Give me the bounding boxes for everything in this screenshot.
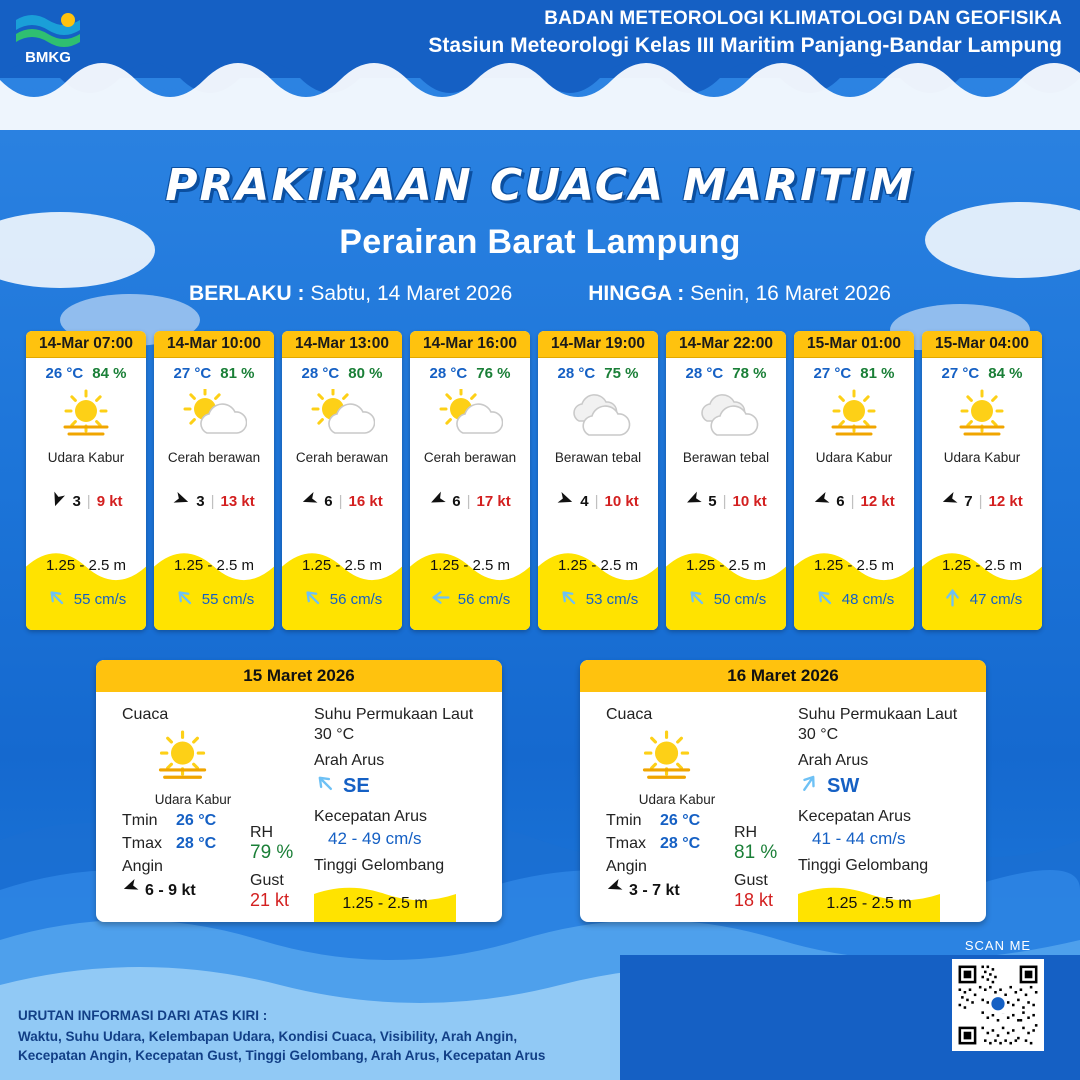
hourly-humidity: 84 % — [92, 365, 127, 382]
sun-haze-icon — [634, 730, 791, 790]
station-name: Stasiun Meteorologi Kelas III Maritim Panjang-Bandar Lampung — [428, 34, 1062, 57]
wave-height: 1.25 - 2.5 m — [813, 557, 895, 574]
wave-height: 1.25 - 2.5 m — [941, 557, 1023, 574]
current-speed: 53 cm/s — [585, 591, 639, 608]
current-direction-arrow-icon — [686, 587, 707, 612]
tmax-value: 28 °C — [176, 834, 217, 852]
current-speed: 56 cm/s — [457, 591, 511, 608]
hourly-temperature: 27 °C — [941, 365, 980, 382]
qr-code[interactable] — [952, 959, 1044, 1051]
hourly-card: 14-Mar 22:00 28 °C 78 % Berawan tebal 5 | 10 kt 1.25 - 2.5 m 50 cm/s — [666, 331, 786, 630]
hourly-condition: Udara Kabur — [943, 450, 1021, 465]
current-direction-arrow-icon — [430, 587, 451, 612]
rh-label: RH — [250, 824, 274, 841]
gust-label: Gust — [250, 872, 284, 889]
svg-text:BMKG: BMKG — [25, 49, 71, 66]
wind-direction-arrow-icon — [557, 491, 574, 512]
wind-direction-arrow-icon — [813, 491, 830, 512]
current-direction-arrow-icon — [814, 587, 835, 612]
hourly-card: 14-Mar 13:00 28 °C 80 % Cerah berawan 6 | 16 kt 1.25 - 2.5 m 56 cm/s — [282, 331, 402, 630]
legend-note-line2: Waktu, Suhu Udara, Kelembapan Udara, Kondisi Cuaca, Visibility, Arah Angin, — [18, 1028, 518, 1044]
wind-direction-value: 3 — [196, 493, 205, 510]
sun-cloud-icon — [410, 384, 530, 446]
hourly-card: 14-Mar 19:00 28 °C 75 % Berawan tebal 4 | 10 kt 1.25 - 2.5 m 53 cm/s — [538, 331, 658, 630]
current-speed: 55 cm/s — [73, 591, 127, 608]
daily-condition: Udara Kabur — [154, 791, 232, 807]
daily-wind-value: 3 - 7 kt — [629, 881, 680, 899]
title-block — [0, 160, 1080, 306]
daily-wave-graphic — [798, 879, 940, 922]
hourly-temperature: 28 °C — [301, 365, 340, 382]
hourly-condition: Udara Kabur — [47, 450, 125, 465]
hourly-time: 15-Mar 01:00 — [794, 331, 914, 358]
wind-direction-value: 5 — [708, 493, 717, 510]
hourly-card: 15-Mar 01:00 27 °C 81 % Udara Kabur 6 | 12 kt 1.25 - 2.5 m 48 cm/s — [794, 331, 914, 630]
current-speed-label: Kecepatan Arus — [314, 808, 427, 825]
wind-direction-arrow-icon — [301, 491, 318, 512]
hourly-temperature: 28 °C — [429, 365, 468, 382]
page-title: PRAKIRAAN CUACA MARITIM — [165, 160, 915, 211]
wave-height: 1.25 - 2.5 m — [301, 557, 383, 574]
wave-graphic — [26, 534, 146, 630]
rh-value: 81 % — [734, 842, 778, 863]
current-direction-label: Arah Arus — [798, 752, 869, 769]
daily-date: 16 Maret 2026 — [580, 660, 986, 692]
wind-speed: 10 kt — [732, 493, 767, 510]
wave-height: 1.25 - 2.5 m — [429, 557, 511, 574]
legend-note-line3: Kecepatan Angin, Kecepatan Gust, Tinggi Gelombang, Arah Arus, Kecepatan Arus — [18, 1048, 546, 1064]
wave-graphic — [794, 534, 914, 630]
wind-direction-value: 6 — [836, 493, 845, 510]
hourly-condition: Udara Kabur — [815, 450, 893, 465]
daily-current-direction-arrow-icon — [314, 772, 336, 800]
gust-label: Gust — [734, 872, 768, 889]
wave-height-label: Tinggi Gelombang — [798, 857, 929, 874]
gust-value: 18 kt — [734, 890, 774, 910]
scan-me-label: SCAN ME — [964, 938, 1032, 953]
sun-haze-icon — [26, 384, 146, 446]
wind-direction-value: 4 — [580, 493, 589, 510]
hourly-condition: Berawan tebal — [554, 450, 642, 465]
sun-cloud-icon — [282, 384, 402, 446]
current-speed: 48 cm/s — [841, 591, 895, 608]
wind-direction-value: 3 — [72, 493, 81, 510]
valid-value: Sabtu, 14 Maret 2026 — [310, 282, 513, 305]
tmax-label: Tmax — [122, 834, 162, 852]
wave-graphic — [282, 534, 402, 630]
current-direction-arrow-icon — [46, 587, 67, 612]
daily-forecast-list — [96, 660, 986, 922]
daily-wave-value: 1.25 - 2.5 m — [342, 895, 428, 912]
hourly-temperature: 27 °C — [173, 365, 212, 382]
legend-note-title: URUTAN INFORMASI DARI ATAS KIRI : — [18, 1008, 268, 1024]
wave-graphic — [154, 534, 274, 630]
validity-row — [0, 282, 1080, 306]
until-label: HINGGA : — [588, 282, 685, 305]
rh-label: RH — [734, 824, 758, 841]
wind-speed: 12 kt — [988, 493, 1023, 510]
rh-value: 79 % — [250, 842, 294, 863]
sun-haze-icon — [794, 384, 914, 446]
hourly-condition: Cerah berawan — [295, 450, 389, 465]
hourly-forecast-list — [26, 331, 1058, 630]
daily-wave-value: 1.25 - 2.5 m — [826, 895, 912, 912]
hourly-humidity: 84 % — [988, 365, 1023, 382]
legend-note — [18, 1006, 545, 1066]
hourly-card: 14-Mar 07:00 26 °C 84 % Udara Kabur 3 | 9 kt 1.25 - 2.5 m 55 cm/s — [26, 331, 146, 630]
wave-graphic — [410, 534, 530, 630]
daily-panel — [580, 660, 986, 922]
hourly-time: 14-Mar 16:00 — [410, 331, 530, 358]
current-direction-arrow-icon — [942, 587, 963, 612]
wind-direction-value: 6 — [452, 493, 461, 510]
daily-panel — [96, 660, 502, 922]
wind-speed: 9 kt — [96, 493, 123, 510]
wind-direction-arrow-icon — [941, 491, 958, 512]
cloud-icon — [538, 384, 658, 446]
daily-wind-direction-arrow-icon — [122, 878, 139, 900]
daily-current-direction-arrow-icon — [798, 772, 820, 800]
sst-label: Suhu Permukaan Laut — [798, 706, 958, 723]
hourly-temperature: 28 °C — [557, 365, 596, 382]
daily-condition: Udara Kabur — [638, 791, 716, 807]
wind-direction-arrow-icon — [173, 491, 190, 512]
wave-height: 1.25 - 2.5 m — [173, 557, 255, 574]
hourly-humidity: 80 % — [348, 365, 383, 382]
hourly-time: 14-Mar 07:00 — [26, 331, 146, 358]
current-direction-arrow-icon — [174, 587, 195, 612]
hourly-time: 14-Mar 22:00 — [666, 331, 786, 358]
tmin-value: 26 °C — [660, 811, 701, 829]
wind-direction-arrow-icon — [685, 491, 702, 512]
tmin-value: 26 °C — [176, 811, 217, 829]
agency-name: BADAN METEOROLOGI KLIMATOLOGI DAN GEOFISIKA — [544, 8, 1062, 29]
hourly-condition: Berawan tebal — [682, 450, 770, 465]
daily-wind-direction-arrow-icon — [606, 878, 623, 900]
tmax-label: Tmax — [606, 834, 646, 852]
daily-wind-value: 6 - 9 kt — [145, 881, 196, 899]
wind-speed: 16 kt — [348, 493, 383, 510]
gust-value: 21 kt — [250, 890, 290, 910]
sst-label: Suhu Permukaan Laut — [314, 706, 474, 723]
tmin-label: Tmin — [606, 811, 642, 829]
hourly-condition: Cerah berawan — [167, 450, 261, 465]
current-speed-value: 41 - 44 cm/s — [812, 829, 906, 848]
hourly-temperature: 27 °C — [813, 365, 852, 382]
current-direction-arrow-icon — [302, 587, 323, 612]
daily-wave-graphic — [314, 879, 456, 922]
hourly-humidity: 81 % — [220, 365, 255, 382]
wave-height: 1.25 - 2.5 m — [685, 557, 767, 574]
wave-height-label: Tinggi Gelombang — [314, 857, 445, 874]
hourly-humidity: 75 % — [604, 365, 639, 382]
wave-graphic — [666, 534, 786, 630]
sst-value: 30 °C — [798, 726, 839, 743]
hourly-card: 14-Mar 10:00 27 °C 81 % Cerah berawan 3 | 13 kt 1.25 - 2.5 m 55 cm/s — [154, 331, 274, 630]
wind-speed: 17 kt — [476, 493, 511, 510]
wind-direction-arrow-icon — [429, 491, 446, 512]
current-speed-value: 42 - 49 cm/s — [328, 829, 422, 848]
hourly-humidity: 81 % — [860, 365, 895, 382]
valid-label: BERLAKU : — [189, 282, 305, 305]
sst-value: 30 °C — [314, 726, 355, 743]
sun-haze-icon — [922, 384, 1042, 446]
hourly-card: 15-Mar 04:00 27 °C 84 % Udara Kabur 7 | 12 kt 1.25 - 2.5 m 47 cm/s — [922, 331, 1042, 630]
current-speed: 55 cm/s — [201, 591, 255, 608]
hourly-time: 14-Mar 10:00 — [154, 331, 274, 358]
sun-haze-icon — [150, 730, 307, 790]
current-direction-value: SE — [343, 774, 370, 797]
hourly-card: 14-Mar 16:00 28 °C 76 % Cerah berawan 6 | 17 kt 1.25 - 2.5 m 56 cm/s — [410, 331, 530, 630]
current-direction-label: Arah Arus — [314, 752, 385, 769]
hourly-humidity: 76 % — [476, 365, 511, 382]
wind-direction-value: 6 — [324, 493, 333, 510]
daily-weather-label: Cuaca — [122, 706, 169, 723]
wind-speed: 13 kt — [220, 493, 255, 510]
hourly-temperature: 28 °C — [685, 365, 724, 382]
hourly-humidity: 78 % — [732, 365, 767, 382]
hourly-time: 14-Mar 19:00 — [538, 331, 658, 358]
hourly-time: 14-Mar 13:00 — [282, 331, 402, 358]
hourly-condition: Cerah berawan — [423, 450, 517, 465]
sun-cloud-icon — [154, 384, 274, 446]
wave-graphic — [538, 534, 658, 630]
tmax-value: 28 °C — [660, 834, 701, 852]
hourly-time: 15-Mar 04:00 — [922, 331, 1042, 358]
wave-graphic — [922, 534, 1042, 630]
hourly-temperature: 26 °C — [45, 365, 84, 382]
wind-label: Angin — [606, 857, 647, 875]
daily-date: 15 Maret 2026 — [96, 660, 502, 692]
wind-label: Angin — [122, 857, 163, 875]
wave-height: 1.25 - 2.5 m — [557, 557, 639, 574]
current-direction-arrow-icon — [558, 587, 579, 612]
qr-block — [952, 938, 1044, 1056]
current-speed: 50 cm/s — [713, 591, 767, 608]
current-speed-label: Kecepatan Arus — [798, 808, 911, 825]
daily-weather-label: Cuaca — [606, 706, 653, 723]
wave-height: 1.25 - 2.5 m — [45, 557, 127, 574]
until-value: Senin, 16 Maret 2026 — [690, 282, 891, 305]
current-direction-value: SW — [827, 774, 860, 797]
current-speed: 47 cm/s — [969, 591, 1023, 608]
wind-speed: 10 kt — [604, 493, 639, 510]
page-subtitle: Perairan Barat Lampung — [339, 223, 741, 261]
cloud-icon — [666, 384, 786, 446]
wind-speed: 12 kt — [860, 493, 895, 510]
wind-direction-arrow-icon — [49, 491, 66, 512]
page-header — [0, 0, 1080, 78]
bmkg-logo — [12, 8, 84, 70]
current-speed: 56 cm/s — [329, 591, 383, 608]
wind-direction-value: 7 — [964, 493, 973, 510]
tmin-label: Tmin — [122, 811, 158, 829]
